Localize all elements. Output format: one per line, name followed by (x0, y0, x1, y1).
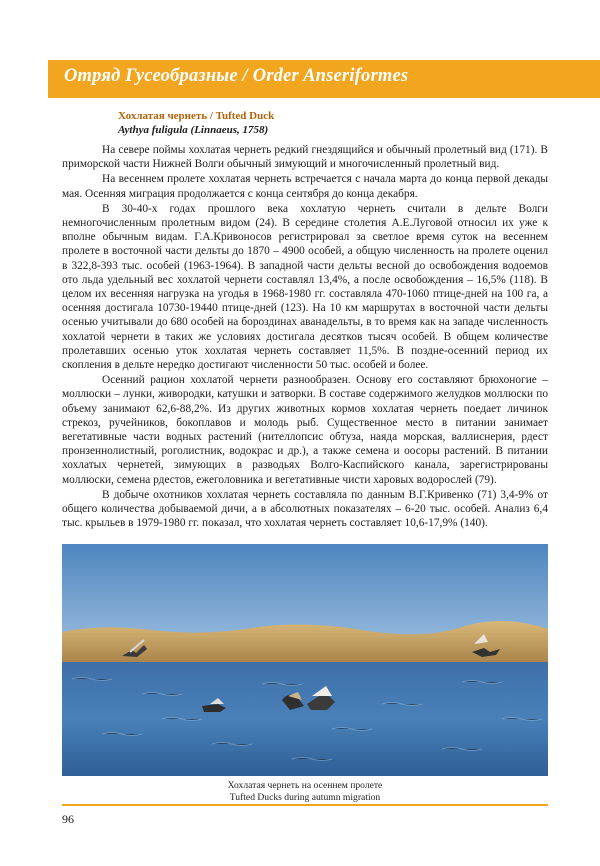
paragraph: На весеннем пролете хохлатая чернеть встречается с начала марта до конца первой декады мая. Осенняя миграция продолжается с конца сентября до конца декабря. (62, 173, 548, 200)
page-number: 96 (62, 812, 74, 826)
sky (62, 544, 548, 636)
photo-caption (62, 780, 548, 803)
duck-photo-illustration (62, 544, 548, 776)
paragraph: Осенний рацион хохлатой чернети разнообразен. Основу его составляют брюхоногие – моллюски – лунки, живородки, катушки и затворки. В составе содержимого желудков моллюски по объему занимают 62,6-88,2%. Из других животных кормов хохлатая чернеть поедает личинок стрекоз, ручейников, бокоплавов и молодь рыб. Существенное место в питании занимает вегетативные части водных растений (нителлопсис обтуза, наяда морская, валлиснерия, рдест пронзеннолистный, роголистник, водокрас и др.), а также семена и оосоры растений. В питании хохлатых чернетей, зимующих в разводьях Волго-Каспийского канала, зарегистрированы моллюски, семена рдестов, ежеголовника и вегетативные чисти харовых водорослей (79). (62, 374, 548, 486)
paragraph: В добыче охотников хохлатая чернеть составляла по данным В.Г.Кривенко (71) 3,4-9% от общего количества добываемой дичи, а в абсолютных показателях – 6-20 тыс. особей. Анализ 6,4 тыс. крыльев в 1979-1980 гг. показал, что хохлатая чернеть составляет 10,6-17,9% (140). (62, 488, 548, 530)
species-name: Хохлатая чернеть / Tufted Duck (118, 110, 275, 122)
paragraph: В 30-40-х годах прошлого века хохлатую чернеть считали в дельте Волги немногочисленным пролетным видом (24). В середине столетия А.Е.Луговой относил их уже к вполне обычным видам. Г.А.Кривоносов регистрировал за светлое время суток на весеннем пролете в восточной части дельты до 1870 – 4900 особей, а общую численность на пролете оценил в 322,8-393 тыс. особей (1963-1964). В западной части дельты весной до освобождения водоемов ото льда удельный вес хохлатой чернети составлял 13,4%, а после освобождения – 16,5% (118). В целом их весенняя нагрузка на угодья в 1968-1980 гг. составляла 470-1060 птице-дней на 100 га, а осенняя достигала 10730-19440 птице-дней (123). На 10 км маршрутах в восточной части дельты осенью учитывали до 680 особей на бороздинах аванадельты, в то время как на западе численность хохлатой чернети в таких же условиях достигала десятков тысяч особей. В общем количестве пролетавших осенью уток хохлатая чернеть составляет 11,5%. В поздне-осенний период их скопления в дельте нередко достигают численности 50 тыс. особей и более. (62, 202, 548, 372)
footer-rule (62, 804, 548, 806)
duck-photo (62, 544, 548, 776)
caption-russian: Хохлатая чернеть на осеннем пролете (227, 780, 383, 791)
paragraph: На севере поймы хохлатая чернеть редкий гнездящийся и обычный пролетный вид (171). В приморской части Нижней Волги обычный зимующий и многочисленный пролетный вид. (62, 144, 548, 171)
chapter-title: Отряд Гусеобразные / Order Anseriformes (64, 66, 409, 86)
caption-english: Tufted Ducks during autumn migration (229, 791, 381, 803)
species-latin-name: Aythya fuligula (Linnaeus, 1758) (118, 124, 269, 136)
article-body (62, 143, 548, 531)
